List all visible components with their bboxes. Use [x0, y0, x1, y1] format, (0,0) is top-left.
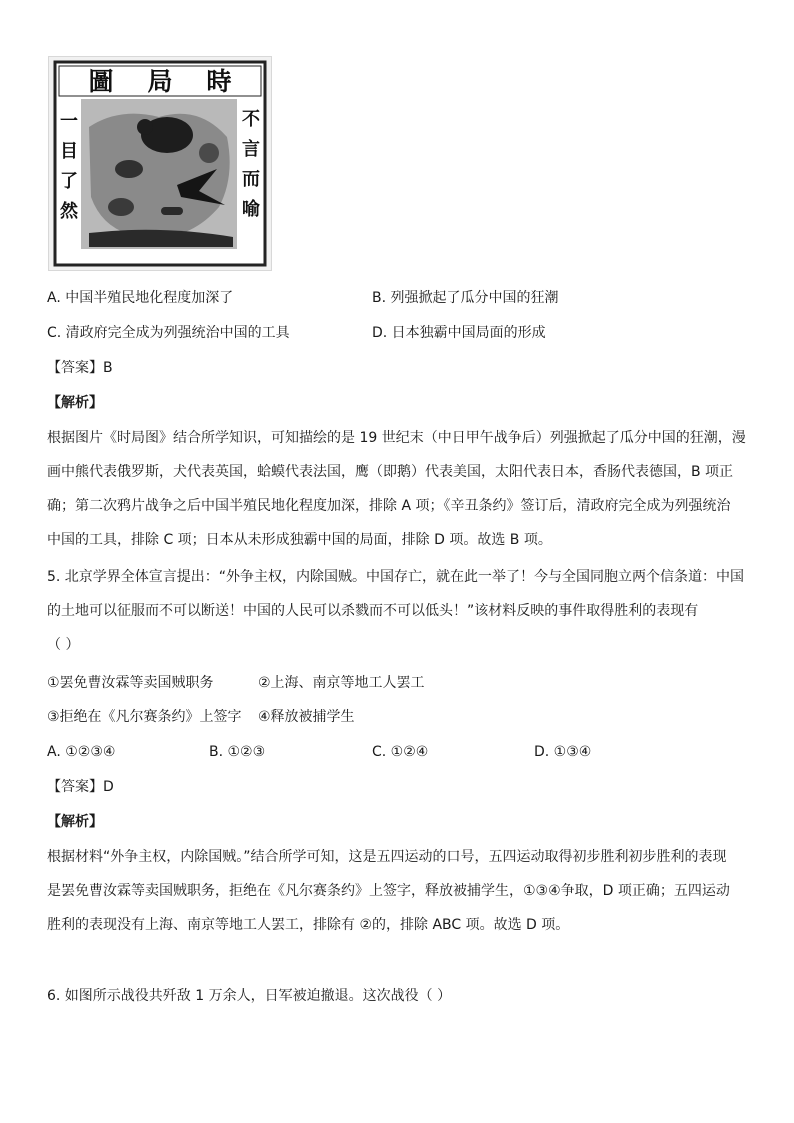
left-char-1: 一: [60, 111, 78, 132]
q4-option-d: D. 日本独霸中国局面的形成: [372, 325, 546, 341]
q5-answer: 【答案】D: [47, 779, 114, 795]
q5-stem-line: 5. 北京学界全体宣言提出：“外争主权，内除国贼。中国存亡，就在此一举了！今与全国同胞立两个信条道：中国: [47, 569, 745, 585]
q4-analysis-text: [47, 421, 747, 557]
title-char-3: 時: [206, 67, 232, 96]
q5-option-b: B. ①②③: [209, 744, 266, 760]
q5-option-d: D. ①③④: [534, 744, 592, 760]
q5-option-c: C. ①②④: [372, 744, 429, 760]
shijutu-cartoon-figure: [48, 56, 272, 271]
title-char-1: 圖: [88, 67, 114, 96]
q5-item-1: ①罢免曹汝霖等卖国贼职务: [47, 675, 214, 691]
q4-analysis-line: 画中熊代表俄罗斯，犬代表英国，蛤蟆代表法国，鹰（即鹅）代表美国，太阳代表日本，香肠代表德国，B 项正: [47, 464, 734, 480]
right-char-1: 不: [242, 109, 260, 130]
right-char-2: 言: [242, 139, 260, 160]
q6-stem: 6. 如图所示战役共歼敌 1 万余人，日军被迫撤退。这次战役（ ）: [47, 988, 452, 1004]
right-char-3: 而: [242, 169, 260, 190]
sun-icon: [199, 143, 219, 163]
left-char-4: 然: [60, 201, 78, 222]
q4-analysis-line: 根据图片《时局图》结合所学知识，可知描绘的是 19 世纪末（中日甲午战争后）列强掀起了瓜分中国的狂潮，漫: [47, 430, 746, 446]
q4-analysis-label: 【解析】: [47, 395, 103, 411]
left-char-3: 了: [60, 171, 78, 192]
toad-icon: [108, 198, 134, 216]
q5-stem-line: 的土地可以征服而不可以断送！中国的人民可以杀戮而不可以低头！”该材料反映的事件取得胜利的表现有: [47, 603, 699, 619]
cartoon-image: [49, 57, 271, 270]
q5-item-4: ④释放被捕学生: [258, 709, 355, 725]
q5-analysis-line: 胜利的表现没有上海、南京等地工人罢工，排除有 ②的，排除 ABC 项。故选 D 项。: [47, 917, 570, 933]
q5-analysis-text: [47, 840, 747, 942]
left-char-2: 目: [60, 141, 78, 162]
q5-option-a: A. ①②③④: [47, 744, 116, 760]
title-char-2: 局: [147, 67, 173, 96]
q5-item-2: ②上海、南京等地工人罢工: [258, 675, 425, 691]
q4-option-a: A. 中国半殖民地化程度加深了: [47, 290, 234, 306]
q4-analysis-line: 中国的工具，排除 C 项；日本从未形成独霸中国的局面，排除 D 项。故选 B 项。: [47, 532, 552, 548]
q5-analysis-line: 根据材料“外争主权，内除国贼。”结合所学可知，这是五四运动的口号，五四运动取得初步胜利初步胜利的表现: [47, 849, 727, 865]
q5-item-3: ③拒绝在《凡尔赛条约》上签字: [47, 709, 242, 725]
q5-stem-line: （ ）: [47, 637, 80, 653]
q4-option-c: C. 清政府完全成为列强统治中国的工具: [47, 325, 290, 341]
q4-analysis-line: 确；第二次鸦片战争之后中国半殖民地化程度加深，排除 A 项；《辛丑条约》签订后，清政府完全成为列强统治: [47, 498, 731, 514]
q5-analysis-line: 是罢免曹汝霖等卖国贼职务，拒绝在《凡尔赛条约》上签字，释放被捕学生，①③④争取，D 项正确；五四运动: [47, 883, 730, 899]
q4-answer: 【答案】B: [47, 360, 113, 376]
q5-stem: [47, 560, 747, 662]
q4-option-b: B. 列强掀起了瓜分中国的狂潮: [372, 290, 559, 306]
dog-icon: [115, 160, 143, 178]
right-char-4: 喻: [242, 199, 260, 220]
q5-analysis-label: 【解析】: [47, 814, 103, 830]
sausage-icon: [161, 207, 183, 215]
